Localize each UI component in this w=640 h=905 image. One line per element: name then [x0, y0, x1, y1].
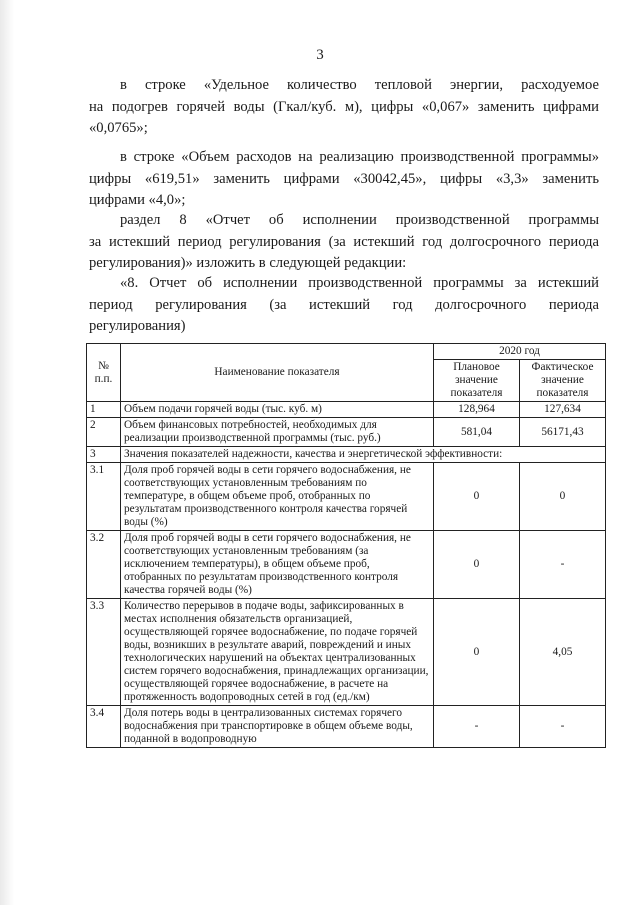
- row-name: Значения показателей надежности, качества и энергетической эффективности:: [121, 447, 606, 463]
- paragraph-line: цифрами «4,0»;: [89, 192, 186, 208]
- page-number: 3: [316, 47, 324, 63]
- row-number: 3.4: [87, 706, 121, 748]
- paragraph-3: [89, 210, 599, 275]
- report-table: [86, 343, 606, 748]
- row-planned: 128,964: [434, 402, 520, 418]
- table-row: [87, 531, 606, 599]
- table-row: [87, 463, 606, 531]
- table-header-row: [87, 344, 606, 360]
- paragraph-line: цифры «619,51» заменить цифрами «30042,45», цифры «3,3» заменить: [89, 170, 599, 187]
- row-actual: 56171,43: [520, 418, 606, 447]
- row-actual: 0: [520, 463, 606, 531]
- paragraph-line: в строке «Объем расходов на реализацию производственной программы»: [120, 149, 599, 165]
- header-number: № п.п.: [87, 344, 121, 402]
- paragraph-2: [89, 147, 599, 212]
- row-name: Количество перерывов в подаче воды, зафиксированных в местах исполнения обязательств организацией, осуществляющей горячее водоснабжение, по подаче горячей воды, возникших в результате аварий, повреждений и иных технологических нарушений на объектах централизованных систем горячего водоснабжения, принадлежащих организации, осуществляющей горячее водоснабжение, в расчете на протяженность водопроводных сетей в год (ед./км): [121, 599, 434, 706]
- table-row: [87, 706, 606, 748]
- table-row: [87, 418, 606, 447]
- row-number: 1: [87, 402, 121, 418]
- row-planned: 0: [434, 463, 520, 531]
- paragraph-line: за истекший период регулирования (за истекший год долгосрочного периода: [89, 233, 599, 250]
- table-row: [87, 402, 606, 418]
- row-number: 3.2: [87, 531, 121, 599]
- paragraph-line: в строке «Удельное количество тепловой энергии, расходуемое: [120, 77, 599, 93]
- row-name: Доля потерь воды в централизованных системах горячего водоснабжения при транспортировке в общем объеме воды, поданной в водопроводную: [121, 706, 434, 748]
- table-section-row: [87, 447, 606, 463]
- row-name: Доля проб горячей воды в сети горячего водоснабжения, не соответствующих установленным требованиям по температуре, в общем объеме проб, отобранных по результатам производственного контроля качества горячей воды (%): [121, 463, 434, 531]
- paragraph-line: период регулирования (за истекший год долгосрочного периода: [89, 296, 599, 313]
- header-actual: Фактическое значение показателя: [520, 360, 606, 402]
- row-name: Объем подачи горячей воды (тыс. куб. м): [121, 402, 434, 418]
- scan-edge: [0, 0, 14, 905]
- paragraph-line: раздел 8 «Отчет об исполнении производственной программы: [120, 212, 599, 228]
- paragraph-line: регулирования): [89, 318, 186, 334]
- row-number: 2: [87, 418, 121, 447]
- header-name: Наименование показателя: [121, 344, 434, 402]
- row-actual: 4,05: [520, 599, 606, 706]
- paragraph-line: на подогрев горячей воды (Гкал/куб. м), цифры «0,067» заменить цифрами: [89, 98, 599, 115]
- row-planned: -: [434, 706, 520, 748]
- row-name: Доля проб горячей воды в сети горячего водоснабжения, не соответствующих установленным требованиям (за исключением температуры), в общем объеме проб, отобранных по результатам производственного контроля качества горячей воды (%): [121, 531, 434, 599]
- row-name: Объем финансовых потребностей, необходимых для реализации производственной программы (тыс. руб.): [121, 418, 434, 447]
- row-number: 3.3: [87, 599, 121, 706]
- header-year: 2020 год: [434, 344, 606, 360]
- paragraph-line: «8. Отчет об исполнении производственной программы за истекший: [120, 275, 599, 291]
- paragraph-1: [89, 75, 599, 140]
- row-planned: 581,04: [434, 418, 520, 447]
- paragraph-line: «0,0765»;: [89, 120, 148, 136]
- row-planned: 0: [434, 599, 520, 706]
- header-planned: Плановое значение показателя: [434, 360, 520, 402]
- row-actual: -: [520, 706, 606, 748]
- paragraph-4: [89, 273, 599, 338]
- row-actual: -: [520, 531, 606, 599]
- row-number: 3.1: [87, 463, 121, 531]
- table-row: [87, 599, 606, 706]
- row-planned: 0: [434, 531, 520, 599]
- row-actual: 127,634: [520, 402, 606, 418]
- row-number: 3: [87, 447, 121, 463]
- paragraph-line: регулирования)» изложить в следующей редакции:: [89, 255, 407, 271]
